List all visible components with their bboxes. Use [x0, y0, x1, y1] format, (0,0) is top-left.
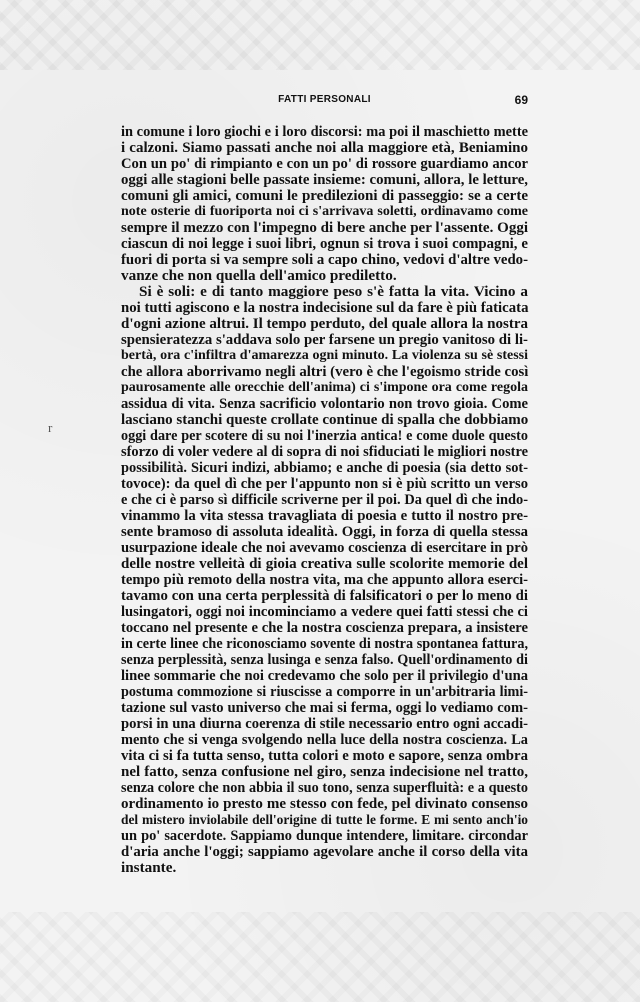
- body-text: [121, 124, 528, 876]
- page-number: 69: [514, 93, 528, 107]
- text-line: e che ci è parso sì difficile scriverne per il poi. Da quel dì che indo-: [121, 492, 528, 508]
- text-line: tavamo con una certa perplessità di falsificatori o per lo meno di: [121, 588, 528, 604]
- text-line: sforzo di voler vedere al di sopra di noi sfiduciati le migliori nostre: [121, 444, 528, 460]
- text-line: Con un po' di rimpianto e con un po' di rossore guardiamo ancor: [121, 156, 528, 172]
- running-title: FATTI PERSONALI: [278, 94, 371, 105]
- text-line: bertà, ora c'infiltra d'amarezza ogni minuto. La violenza su sè stessi: [121, 348, 528, 363]
- text-line: fuori di porta si va sempre soli a capo chino, vedovi d'altre vedo-: [121, 252, 528, 268]
- running-head: [121, 94, 528, 110]
- text-line: d'aria anche l'oggi; sappiamo agevolare anche il corso della vita: [121, 844, 528, 860]
- text-line: tazione sul vasto universo che mai si ferma, oggi lo vediamo com-: [121, 700, 528, 716]
- text-line: tempo più remoto della nostra vita, ma che appunto allora eserci-: [121, 572, 528, 588]
- text-line: porsi in una diurna coerenza di stile necessario entro ogni accadi-: [121, 716, 528, 732]
- text-line: nel fatto, senza confusione nel giro, senza indecisione nel tratto,: [121, 764, 528, 780]
- text-line: delle nostre velleità di gioia creativa sulle scolorite memorie del: [121, 556, 528, 572]
- text-line: toccano nel presente e che la nostra coscienza prepara, a insistere: [121, 620, 528, 636]
- text-line: ordinamento io presto me stesso con fede, pel divinato consenso: [121, 796, 528, 812]
- text-line: noi tutti agiscono e la nostra indecisione sul da fare è più faticata: [121, 300, 529, 316]
- text-line: oggi dare per scotere di su noi l'inerzia antica! e come duole questo: [121, 428, 528, 444]
- text-line: linee sommarie che noi credevamo che solo per il privilegio d'una: [121, 668, 528, 684]
- text-line: comuni gli amici, comuni le predilezioni di passeggio: se a certe: [121, 188, 528, 204]
- text-line: Si è soli: e di tanto maggiore peso s'è fatta la vita. Vicino a: [139, 283, 528, 300]
- text-line: i calzoni. Siamo passati anche noi alla maggiore età, Beniamino: [121, 140, 528, 156]
- text-line: senza perplessità, senza lusinga e senza falso. Quell'ordinamento di: [121, 652, 528, 668]
- text-line: che allora aborrivamo negli altri (vero è che l'egoismo stride così: [121, 364, 529, 380]
- scan-texture-top: [0, 0, 640, 70]
- text-line: vanze che non quella dell'amico prediletto.: [121, 267, 397, 284]
- text-line: usurpazione ideale che noi avevamo coscienza di esercitare in prò: [121, 540, 528, 556]
- text-line: assidua di vita. Senza sacrificio volontario non trovo gioia. Come: [121, 396, 528, 412]
- text-line: del mistero inviolabile dell'origine di tutte le forme. E mi sento anch'io: [121, 812, 528, 827]
- text-line: paurosamente alle orecchie dell'anima) ci s'impone ora come regola: [121, 380, 528, 395]
- text-line: vinammo la vita stessa travagliata di poesia e tutto il nostro pre-: [121, 508, 528, 524]
- text-line: note osterie di fuoriporta noi ci s'arrivava soletti, ordinavamo come: [121, 204, 528, 219]
- text-line: postuma commozione si riuscisse a comporre in un'arbitraria limi-: [121, 684, 528, 700]
- margin-mark: r: [48, 420, 53, 435]
- text-line: sente bramoso di assoluta idealità. Oggi, in forza di quella stessa: [121, 524, 528, 540]
- text-line: in certe linee che riconosciamo sovente di nostra spontanea fattura,: [121, 636, 528, 652]
- text-line: instante.: [121, 859, 177, 876]
- scan-texture-bottom: [0, 912, 640, 1002]
- text-line: in comune i loro giochi e i loro discorsi: ma poi il maschietto mette: [121, 124, 528, 140]
- text-line: lasciano stanchi queste crollate continue di spalla che dobbiamo: [121, 412, 529, 428]
- text-line: d'ogni azione altrui. Il tempo perduto, del quale allora la nostra: [121, 316, 528, 332]
- text-line: possibilità. Sicuri indizi, abbiamo; e anche di poesia (sia detto sot-: [121, 460, 528, 476]
- text-line: senza colore che non abbia il suo tono, senza superfluità: e a questo: [121, 780, 528, 796]
- text-line: mento che si venga svolgendo nella luce della nostra coscienza. La: [121, 732, 528, 748]
- text-line: ciascun di noi legge i suoi libri, ognun si trova i suoi compagni, e: [121, 236, 528, 252]
- text-line: sempre il mezzo con l'impegno di bere anche per l'assente. Oggi: [121, 220, 528, 236]
- text-line: vita ci si fa tutta senso, tutta colori e moto e sapore, senza ombra: [121, 748, 528, 764]
- text-line: un po' sacerdote. Sappiamo dunque intendere, limitare. circondar: [121, 828, 528, 844]
- text-line: lusingatori, oggi noi incominciamo a vedere quei fatti stessi che ci: [121, 604, 528, 620]
- text-line: tovoce): da quel dì che per l'appunto non si è più scritto un verso: [121, 476, 528, 492]
- text-line: oggi alle stagioni belle passate insieme: comuni, allora, le letture,: [121, 172, 528, 188]
- text-line: spensieratezza s'addava solo per farsene un pregio vanitoso di li-: [121, 332, 528, 348]
